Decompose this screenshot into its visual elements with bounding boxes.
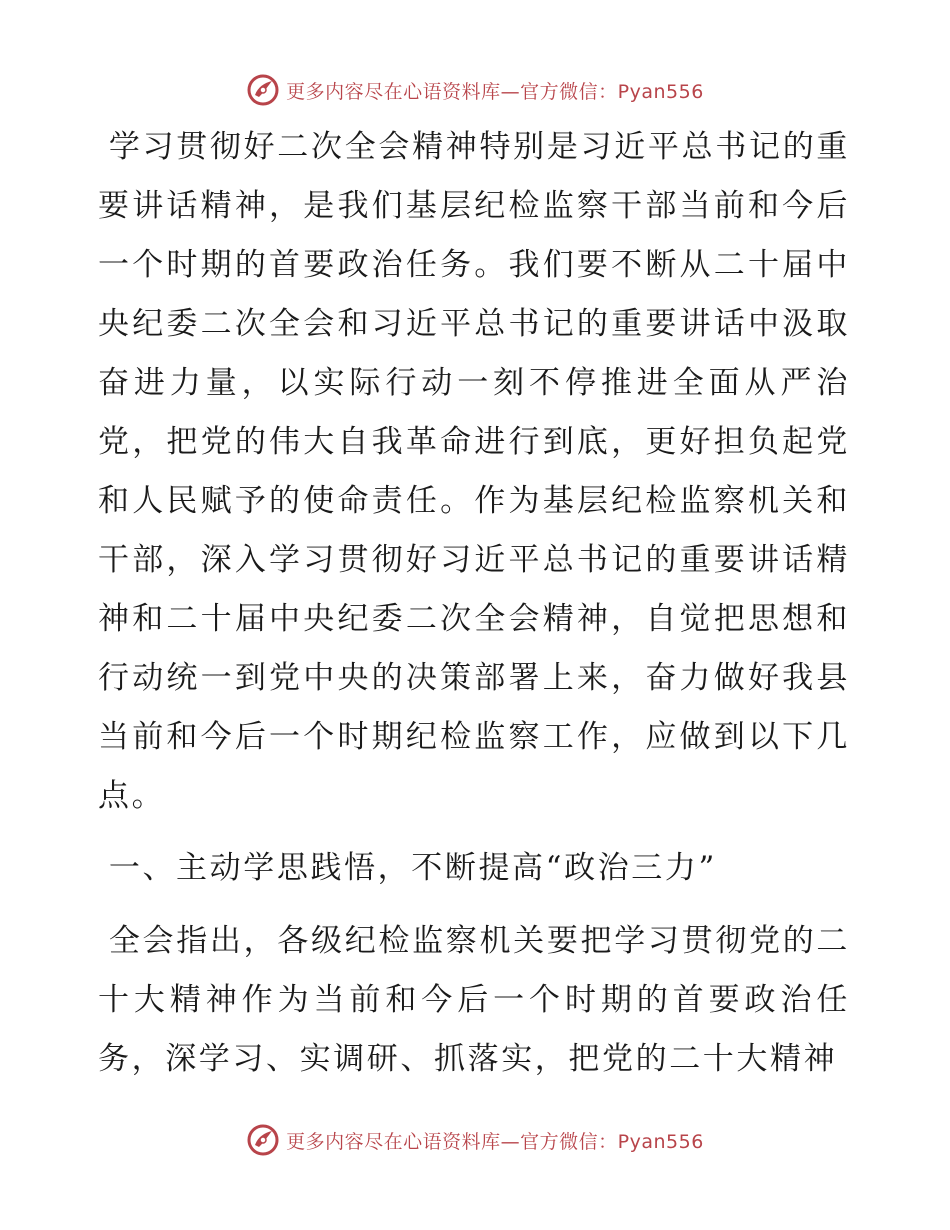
section-heading-1: 一、主动学思践悟，不断提高“政治三力” (108, 850, 717, 886)
seal-logo-icon (246, 73, 280, 107)
watermark-header (0, 70, 950, 110)
document-body (98, 118, 850, 1089)
watermark-text: 更多内容尽在心语资料库—官方微信：Pyan556 (286, 1130, 704, 1153)
paragraph-2: 全会指出，各级纪检监察机关要把学习贯彻党的二十大精神作为当前和今后一个时期的首要政治任务，深学习、实调研、抓落实，把党的二十大精神 (98, 923, 850, 1077)
seal-logo-icon (246, 1123, 280, 1157)
paragraph-1: 学习贯彻好二次全会精神特别是习近平总书记的重要讲话精神，是我们基层纪检监察干部当前和今后一个时期的首要政治任务。我们要不断从二十届中央纪委二次全会和习近平总书记的重要讲话中汲取奋进力量，以实际行动一刻不停推进全面从严治党，把党的伟大自我革命进行到底，更好担负起党和人民赋予的使命责任。作为基层纪检监察机关和干部，深入学习贯彻好习近平总书记的重要讲话精神和二十届中央纪委二次全会精神，自觉把思想和行动统一到党中央的决策部署上来，奋力做好我县当前和今后一个时期纪检监察工作，应做到以下几点。 (98, 129, 850, 814)
watermark-text: 更多内容尽在心语资料库—官方微信：Pyan556 (286, 80, 704, 103)
watermark-footer (0, 1120, 950, 1160)
